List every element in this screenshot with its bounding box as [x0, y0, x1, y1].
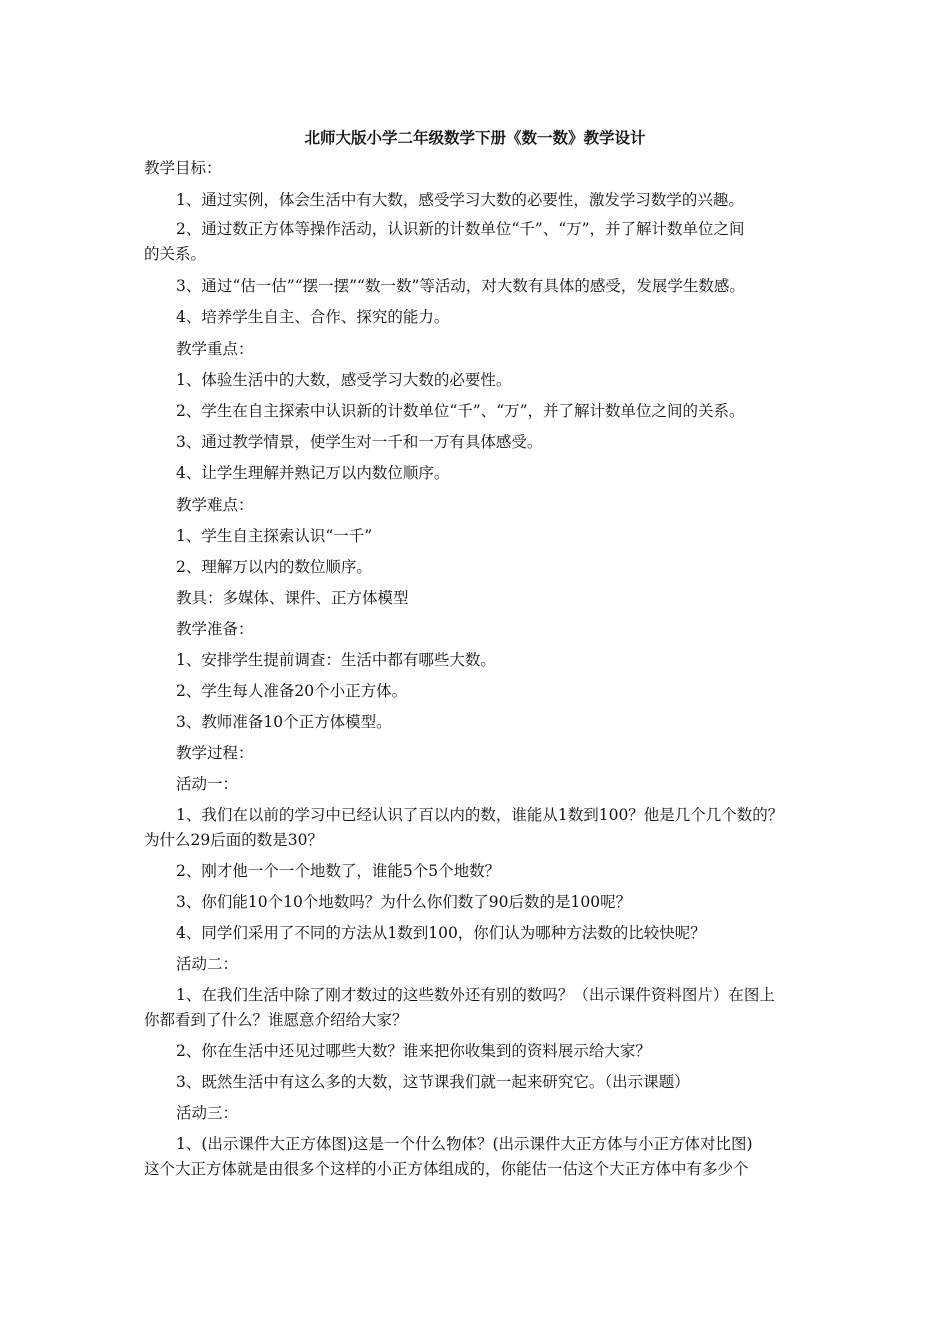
- paragraph: 3、通过教学情景，使学生对一千和一万有具体感受。: [176, 433, 543, 451]
- paragraph-continuation: 你都看到了什么？谁愿意介绍给大家？: [144, 1011, 408, 1029]
- paragraph: 2、学生每人准备20个小正方体。: [176, 682, 408, 700]
- paragraph: 2、你在生活中还见过哪些大数？谁来把你收集到的资料展示给大家？: [176, 1042, 651, 1060]
- paragraph: 1、我们在以前的学习中已经认识了百以内的数，谁能从1数到100？他是几个几个数的？: [176, 806, 784, 824]
- paragraph: 1、(出示课件大正方体图)这是一个什么物体？(出示课件大正方体与小正方体对比图): [176, 1135, 753, 1153]
- paragraph: 2、学生在自主探索中认识新的计数单位“千”、“万”，并了解计数单位之间的关系。: [176, 402, 745, 420]
- section-heading-activity-1: 活动一：: [176, 775, 239, 793]
- paragraph: 1、学生自主探索认识“一千”: [176, 527, 373, 545]
- paragraph: 4、同学们采用了不同的方法从1数到100，你们认为哪种方法数的比较快呢？: [176, 924, 706, 942]
- paragraph: 1、通过实例，体会生活中有大数，感受学习大数的必要性，激发学习数学的兴趣。: [176, 191, 744, 209]
- paragraph: 2、理解万以内的数位顺序。: [176, 558, 372, 576]
- paragraph: 1、安排学生提前调查：生活中都有哪些大数。: [176, 651, 496, 669]
- paragraph: 4、培养学生自主、合作、探究的能力。: [176, 308, 450, 326]
- paragraph: 2、通过数正方体等操作活动，认识新的计数单位“千”、“万”，并了解计数单位之间: [176, 220, 745, 238]
- section-heading-process: 教学过程：: [176, 744, 254, 762]
- paragraph: 1、体验生活中的大数，感受学习大数的必要性。: [176, 371, 512, 389]
- paragraph: 3、既然生活中有这么多的大数，这节课我们就一起来研究它。（出示课题）: [176, 1073, 690, 1091]
- section-heading-key-points: 教学重点：: [176, 340, 254, 358]
- paragraph: 3、通过“估一估”“摆一摆”“数一数”等活动，对大数有具体的感受，发展学生数感。: [176, 277, 745, 295]
- section-heading-preparation: 教学准备：: [176, 620, 254, 638]
- paragraph: 2、刚才他一个一个地数了，谁能5个5个地数？: [176, 862, 501, 880]
- section-heading-difficulties: 教学难点：: [176, 496, 254, 514]
- paragraph: 3、你们能10个10个地数吗？为什么你们数了90后数的是100呢？: [176, 893, 632, 911]
- section-heading-teaching-aids: 教具：多媒体、课件、正方体模型: [176, 589, 409, 607]
- paragraph-continuation: 这个大正方体就是由很多个这样的小正方体组成的，你能估一估这个大正方体中有多少个: [144, 1160, 749, 1178]
- section-heading-activity-2: 活动二：: [176, 955, 239, 973]
- paragraph: 1、在我们生活中除了刚才数过的这些数外还有别的数吗？（出示课件资料图片）在图上: [176, 986, 775, 1004]
- paragraph-continuation: 的关系。: [144, 245, 207, 263]
- section-heading-objectives: 教学目标：: [144, 159, 222, 177]
- paragraph: 3、教师准备10个正方体模型。: [176, 713, 392, 731]
- paragraph: 4、让学生理解并熟记万以内数位顺序。: [176, 464, 450, 482]
- document-title: 北师大版小学二年级数学下册《数一数》教学设计: [304, 128, 646, 147]
- section-heading-activity-3: 活动三：: [176, 1104, 239, 1122]
- paragraph-continuation: 为什么29后面的数是30？: [144, 831, 323, 849]
